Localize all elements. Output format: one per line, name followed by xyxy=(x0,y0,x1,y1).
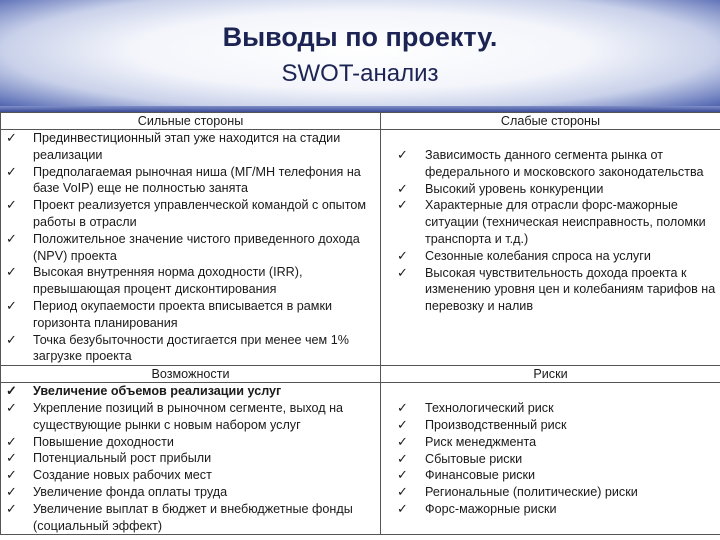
list-item: ✓ Производственный риск xyxy=(397,416,567,432)
checkmark-icon: ✓ xyxy=(6,467,17,483)
list-item: ✓ Предполагаемая рыночная ниша (МГ/МН телефония на базе VoIP) еще не полностью занята xyxy=(6,163,361,196)
weaknesses-cell xyxy=(381,130,720,366)
list-item: ✓ Высокая внутренняя норма доходности (IRR), превышающая процент дисконтирования xyxy=(6,264,303,297)
checkmark-icon: ✓ xyxy=(6,399,17,415)
slide-header xyxy=(0,0,720,112)
checkmark-icon: ✓ xyxy=(6,450,17,466)
list-item: ✓ Потенциальный рост прибыли xyxy=(6,450,212,466)
checkmark-icon: ✓ xyxy=(397,416,408,432)
list-item: ✓ Форс-мажорные риски xyxy=(397,500,557,516)
checkmark-icon: ✓ xyxy=(397,450,408,466)
checkmark-icon: ✓ xyxy=(6,264,17,280)
checkmark-icon: ✓ xyxy=(6,230,17,246)
swot-table xyxy=(0,112,720,535)
weaknesses-list xyxy=(381,147,720,315)
list-item: ✓ Увеличение объемов реализации услуг xyxy=(6,383,282,399)
opportunities-cell xyxy=(1,383,381,535)
checkmark-icon: ✓ xyxy=(6,297,17,313)
strengths-list xyxy=(1,130,380,365)
checkmark-icon: ✓ xyxy=(6,433,17,449)
list-item: ✓ Технологический риск xyxy=(397,400,554,416)
weaknesses-heading: Слабые стороны xyxy=(381,113,720,130)
checkmark-icon: ✓ xyxy=(397,247,408,263)
checkmark-icon: ✓ xyxy=(397,484,408,500)
checkmark-icon: ✓ xyxy=(6,483,17,499)
threats-list xyxy=(381,400,720,518)
list-item: ✓ Характерные для отрасли форс-мажорные ситуации (техническая неисправность, поломки транспорта и т.д.) xyxy=(397,197,706,246)
threats-heading: Риски xyxy=(381,366,720,383)
list-item: ✓ Период окупаемости проекта вписывается в рамки горизонта планирования xyxy=(6,297,332,330)
list-item: ✓ Прединвестиционный этап уже находится на стадии реализации xyxy=(6,130,341,162)
list-item: ✓ Сезонные колебания спроса на услуги xyxy=(397,247,651,263)
checkmark-icon: ✓ xyxy=(397,264,408,280)
checkmark-icon: ✓ xyxy=(6,130,17,145)
strengths-heading: Сильные стороны xyxy=(1,113,381,130)
list-item: ✓ Повышение доходности xyxy=(6,433,174,449)
list-item: ✓ Сбытовые риски xyxy=(397,450,523,466)
list-item: ✓ Увеличение фонда оплаты труда xyxy=(6,483,228,499)
opportunities-list xyxy=(1,383,380,534)
checkmark-icon: ✓ xyxy=(6,163,17,179)
checkmark-icon: ✓ xyxy=(397,467,408,483)
threats-cell xyxy=(381,383,720,535)
list-item: ✓ Точка безубыточности достигается при менее чем 1% загрузке проекта xyxy=(6,331,349,364)
list-item: ✓ Зависимость данного сегмента рынка от федерального и московского законодательства xyxy=(397,147,704,179)
list-item: ✓ Финансовые риски xyxy=(397,467,536,483)
checkmark-icon: ✓ xyxy=(397,197,408,213)
slide-title: Выводы по проекту. xyxy=(222,22,498,52)
list-item: ✓ Укрепление позиций в рыночном сегменте, выход на существующие рынки с новым набором услуг xyxy=(6,399,344,432)
checkmark-icon: ✓ xyxy=(397,433,408,449)
checkmark-icon: ✓ xyxy=(397,500,408,516)
slide-subtitle: SWOT-анализ xyxy=(281,60,439,87)
list-item: ✓ Региональные (политические) риски xyxy=(397,484,638,500)
checkmark-icon: ✓ xyxy=(6,331,17,347)
checkmark-icon: ✓ xyxy=(6,197,17,213)
list-item: ✓ Проект реализуется управленческой командой с опытом работы в отрасли xyxy=(6,197,366,229)
list-item: ✓ Высокая чувствительность дохода проекта к изменению уровня цен и колебаниям тарифов на перевозку и налив xyxy=(397,264,716,314)
opportunities-heading: Возможности xyxy=(1,366,381,383)
strengths-cell xyxy=(1,130,381,366)
list-item: ✓ Высокий уровень конкуренции xyxy=(397,180,604,196)
checkmark-icon: ✓ xyxy=(397,147,408,162)
list-item: ✓ Положительное значение чистого приведенного дохода (NPV) проекта xyxy=(6,230,360,263)
checkmark-icon: ✓ xyxy=(6,383,17,399)
list-item: ✓ Риск менеджмента xyxy=(397,433,537,449)
checkmark-icon: ✓ xyxy=(397,400,408,416)
checkmark-icon: ✓ xyxy=(397,180,408,196)
list-item: ✓ Увеличение выплат в бюджет и внебюджетные фонды (социальный эффект) xyxy=(6,500,353,533)
checkmark-icon: ✓ xyxy=(6,500,17,516)
list-item: ✓ Создание новых рабочих мест xyxy=(6,467,212,483)
